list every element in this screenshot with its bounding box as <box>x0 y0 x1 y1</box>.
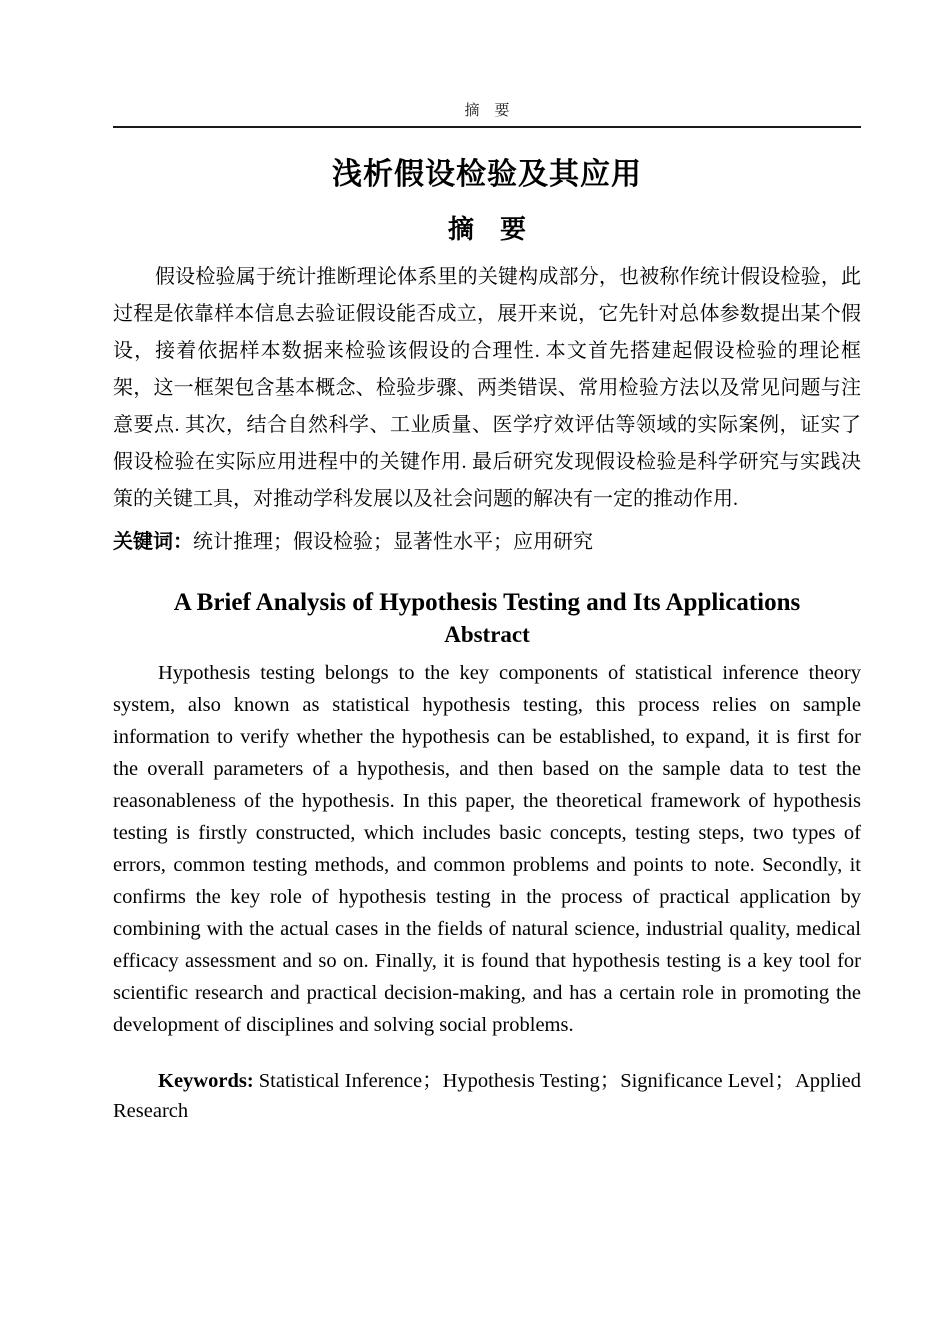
keywords-line-cn <box>113 527 861 557</box>
keywords-label-cn: 关键词： <box>113 531 193 553</box>
thesis-title-en: A Brief Analysis of Hypothesis Testing and Its Applications <box>173 589 801 616</box>
keywords-text-cn: 统计推理；假设检验；显著性水平；应用研究 <box>193 531 593 553</box>
abstract-heading-en: Abstract <box>444 622 530 647</box>
running-header <box>113 0 861 128</box>
keywords-line-en <box>113 1066 861 1126</box>
abstract-paragraph-cn: 假设检验属于统计推断理论体系里的关键构成部分，也被称作统计假设检验，此过程是依靠样本信息去验证假设能否成立，展开来说，它先针对总体参数提出某个假设，接着依据样本数据来检验该假设的合理性. 本文首先搭建起假设检验的理论框架，这一框架包含基本概念、检验步骤、两类错误、常用检验方法以及常见问题与注意要点. 其次，结合自然科学、工业质量、医学疗效评估等领域的实际案例，证实了假设检验在实际应用进程中的关键作用. 最后研究发现假设检验是科学研究与实践决策的关键工具，对推动学科发展以及社会问题的解决有一定的推动作用. <box>113 266 861 510</box>
page-content <box>113 0 861 1126</box>
thesis-title-cn: 浅析假设检验及其应用 <box>332 158 642 191</box>
running-header-title: 摘 要 <box>464 103 510 119</box>
abstract-paragraph-en: Hypothesis testing belongs to the key components of statistical inference theory system, also known as statistical hypothesis testing, this process relies on sample information to verify whether the hypothesis can be established, to expand, it is first for the overall parameters of a hypothesis, and then based on the sample data to test the reasonableness of the hypothesis. In this paper, the theoretical framework of hypothesis testing is firstly constructed, which includes basic concepts, testing steps, two types of errors, common testing methods, and common problems and points to note. Secondly, it confirms the key role of hypothesis testing in the process of practical application by combining with the actual cases in the fields of natural science, industrial quality, medical efficacy assessment and so on. Finally, it is found that hypothesis testing is a key tool for scientific research and practical decision-making, and has a certain role in promoting the development of disciplines and solving social problems. <box>113 662 861 1036</box>
keywords-text-en: Statistical Inference；Hypothesis Testing；Significance Level；Applied Research <box>113 1070 861 1122</box>
keywords-label-en: Keywords: <box>158 1070 254 1092</box>
abstract-heading-cn: 摘 要 <box>447 214 526 244</box>
